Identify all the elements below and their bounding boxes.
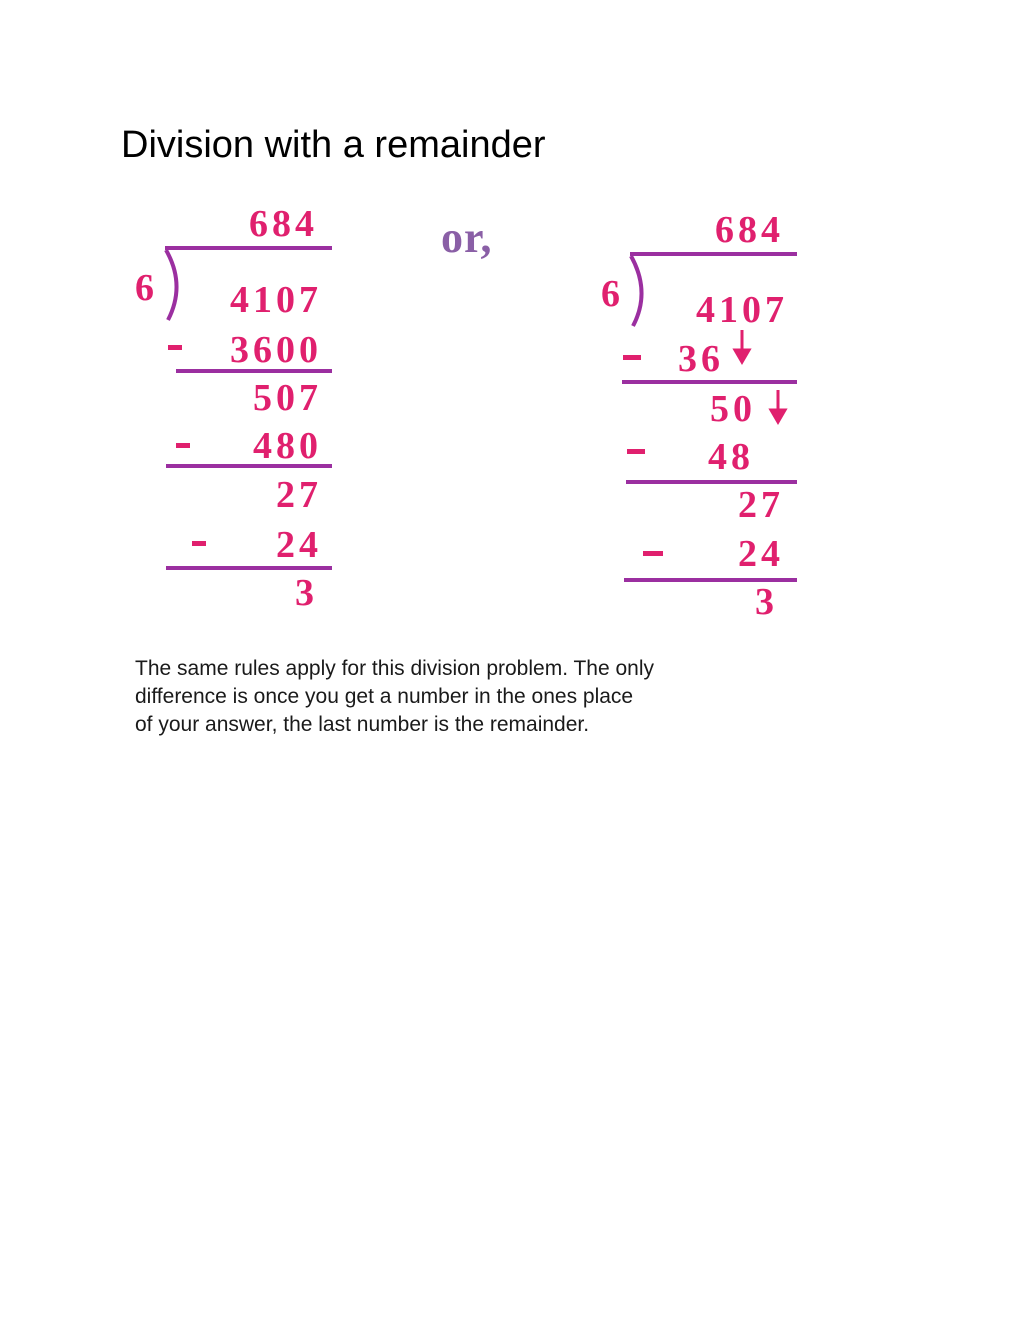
difference-1: 50 xyxy=(710,388,756,430)
quotient: 684 xyxy=(715,209,784,251)
subtrahend-3: 24 xyxy=(738,533,784,575)
dividend: 4107 xyxy=(230,279,322,321)
long-division-short-method xyxy=(601,209,797,623)
minus-sign xyxy=(627,449,645,454)
page-title: Division with a remainder xyxy=(121,124,546,166)
remainder: 3 xyxy=(295,572,318,614)
connector-text: or, xyxy=(441,213,493,262)
difference-1: 507 xyxy=(253,377,322,419)
bring-down-arrow-icon xyxy=(771,390,785,422)
bring-down-arrow-icon xyxy=(735,330,749,362)
minus-sign xyxy=(623,355,641,360)
minus-sign xyxy=(176,443,190,448)
long-division-full-method xyxy=(135,203,332,614)
division-bracket xyxy=(166,250,177,320)
subtrahend-2: 480 xyxy=(253,425,322,467)
difference-2: 27 xyxy=(276,474,322,516)
remainder: 3 xyxy=(755,581,778,623)
subtrahend-1: 36 xyxy=(678,338,724,380)
difference-2: 27 xyxy=(738,484,784,526)
explanation-text: The same rules apply for this division problem. The only difference is once you get a number in the ones place of your answer, the last number is the remainder. xyxy=(135,657,655,736)
minus-sign xyxy=(192,541,206,546)
subtrahend-2: 48 xyxy=(708,436,754,478)
subtrahend-3: 24 xyxy=(276,524,322,566)
dividend: 4107 xyxy=(696,289,788,331)
long-division-figure xyxy=(0,0,1024,640)
subtrahend-1: 3600 xyxy=(230,329,322,371)
minus-sign xyxy=(643,551,663,556)
quotient: 684 xyxy=(249,203,318,245)
minus-sign xyxy=(168,345,182,350)
divisor: 6 xyxy=(135,267,158,309)
division-bracket xyxy=(631,256,642,326)
divisor: 6 xyxy=(601,273,624,315)
